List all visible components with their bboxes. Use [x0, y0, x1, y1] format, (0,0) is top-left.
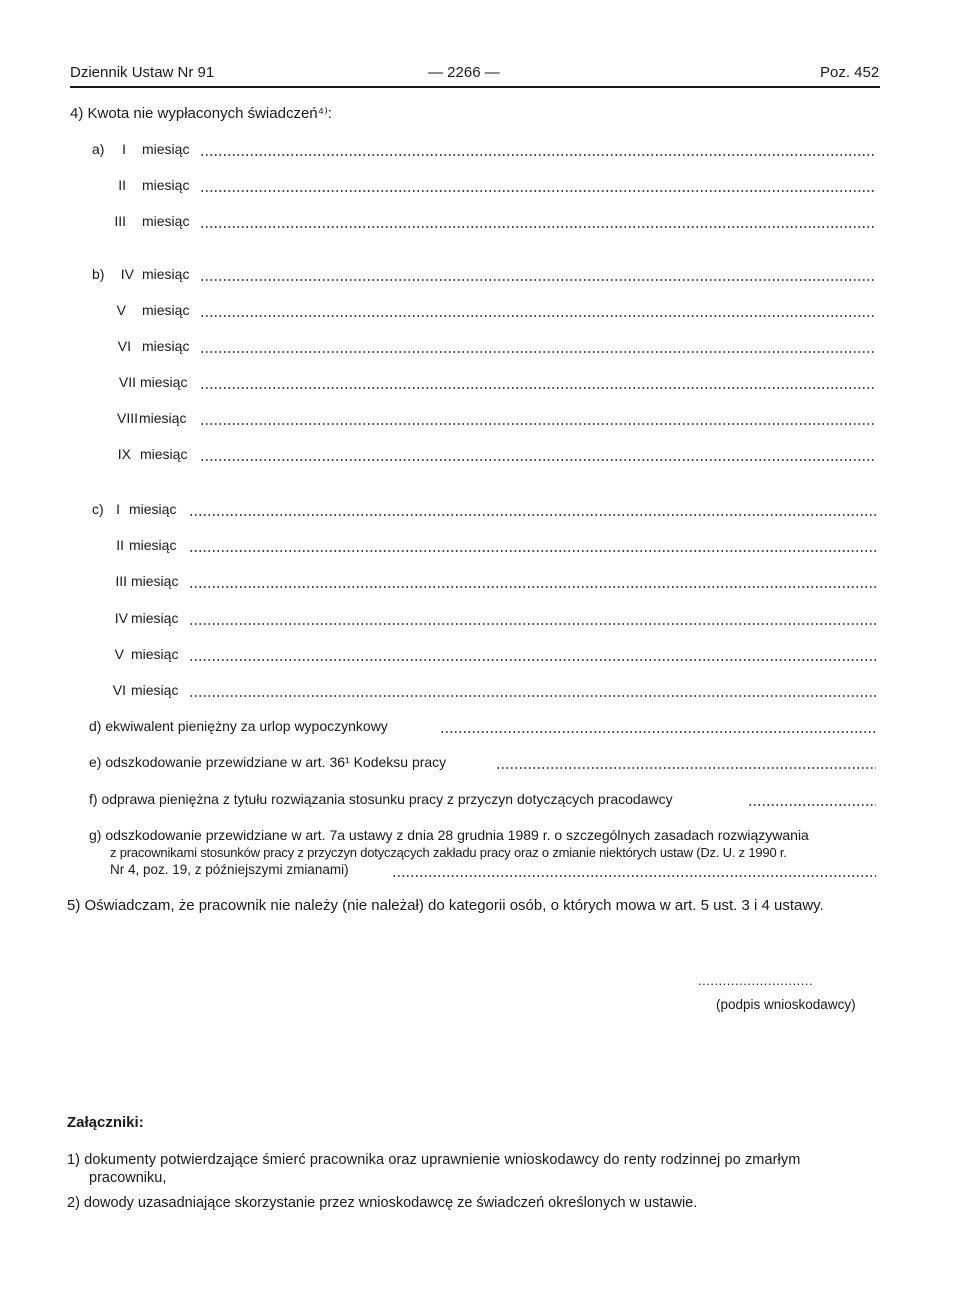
month-label: miesiąc: [129, 537, 177, 553]
month-roman-numeral: IV: [120, 266, 134, 282]
item-g-line-2: z pracownikami stosunków pracy z przyczyn dotyczących zakładu pracy oraz o zmianie niektórych ustaw (Dz. U. z 1990 r.: [110, 845, 787, 860]
month-roman-numeral: II: [116, 537, 124, 553]
month-roman-numeral: IX: [117, 446, 131, 462]
item-f-severance-pay: f) odprawa pieniężna z tytułu rozwiązania stosunku pracy z przyczyn dotyczących pracodawcy: [89, 791, 673, 807]
group-c-label: c): [92, 501, 104, 517]
attachments-heading: Załączniki:: [67, 1114, 144, 1131]
month-roman-numeral: V: [116, 302, 126, 318]
month-roman-numeral: I: [116, 501, 120, 517]
group-a-label: a): [92, 141, 105, 157]
month-roman-numeral: I: [122, 141, 126, 157]
attachment-item-1-continued: pracowniku,: [89, 1170, 167, 1186]
attachment-item-2: 2) dowody uzasadniające skorzystanie przez wnioskodawcę ze świadczeń określonych w ustawie.: [67, 1195, 698, 1211]
month-label: miesiąc: [140, 446, 188, 462]
month-label: miesiąc: [142, 266, 190, 282]
section-5-declaration: 5) Oświadczam, że pracownik nie należy (nie należał) do kategorii osób, o których mowa w art. 5 ust. 3 i 4 ustawy.: [67, 897, 824, 914]
header-page-number: — 2266 —: [428, 64, 500, 81]
fill-in-line[interactable]: [189, 514, 876, 516]
signature-caption: (podpis wnioskodawcy): [716, 997, 856, 1012]
attachment-item-1: 1) dokumenty potwierdzające śmierć pracownika oraz uprawnienie wnioskodawcy do renty rodzinnej po zmarłym: [67, 1152, 801, 1168]
fill-in-line[interactable]: [189, 623, 876, 625]
fill-in-line[interactable]: [189, 586, 876, 588]
fill-in-line[interactable]: [392, 875, 876, 877]
header-rule: [70, 86, 880, 88]
month-label: miesiąc: [142, 302, 190, 318]
fill-in-line[interactable]: [496, 767, 876, 769]
month-roman-numeral: VI: [112, 682, 126, 698]
item-e-compensation: e) odszkodowanie przewidziane w art. 36¹ Kodeksu pracy: [89, 754, 447, 770]
fill-in-line[interactable]: [200, 351, 876, 353]
month-label: miesiąc: [142, 338, 190, 354]
month-roman-numeral: VI: [117, 338, 131, 354]
fill-in-line[interactable]: [200, 387, 876, 389]
month-roman-numeral: III: [115, 573, 127, 589]
fill-in-line[interactable]: [200, 459, 876, 461]
month-roman-numeral: V: [114, 646, 124, 662]
fill-in-line[interactable]: [189, 550, 876, 552]
fill-in-line[interactable]: [200, 315, 876, 317]
month-roman-numeral: IV: [114, 610, 128, 626]
fill-in-line[interactable]: [200, 190, 876, 192]
month-label: miesiąc: [131, 682, 179, 698]
month-label: miesiąc: [142, 213, 190, 229]
fill-in-line[interactable]: [748, 804, 876, 806]
month-roman-numeral: VIII: [116, 410, 138, 426]
month-label: miesiąc: [131, 610, 179, 626]
fill-in-line[interactable]: [200, 279, 876, 281]
fill-in-line[interactable]: [189, 659, 876, 661]
item-g-line-3: Nr 4, poz. 19, z późniejszymi zmianami): [110, 862, 349, 877]
fill-in-line[interactable]: [440, 731, 876, 733]
month-label: miesiąc: [131, 646, 179, 662]
item-d-holiday-equivalent: d) ekwiwalent pieniężny za urlop wypoczynkowy: [89, 718, 388, 734]
month-label: miesiąc: [140, 374, 188, 390]
month-label: miesiąc: [142, 177, 190, 193]
month-roman-numeral: II: [118, 177, 126, 193]
month-label: miesiąc: [131, 573, 179, 589]
item-g-line-1: g) odszkodowanie przewidziane w art. 7a ustawy z dnia 28 grudnia 1989 r. o szczególnych zasadach rozwiązywania: [89, 827, 809, 843]
fill-in-line[interactable]: [189, 695, 876, 697]
section-4-title: 4) Kwota nie wypłaconych świadczeń⁴⁾:: [70, 105, 332, 122]
fill-in-line[interactable]: [200, 423, 876, 425]
fill-in-line[interactable]: [200, 154, 876, 156]
month-label: miesiąc: [129, 501, 177, 517]
header-journal-title: Dziennik Ustaw Nr 91: [70, 64, 215, 81]
signature-line[interactable]: ............................: [698, 973, 814, 988]
header-position: Poz. 452: [820, 64, 880, 81]
month-roman-numeral: VII: [118, 374, 136, 390]
month-label: miesiąc: [142, 141, 190, 157]
fill-in-line[interactable]: [200, 226, 876, 228]
group-b-label: b): [92, 266, 105, 282]
month-roman-numeral: III: [114, 213, 126, 229]
month-label: miesiąc: [139, 410, 187, 426]
